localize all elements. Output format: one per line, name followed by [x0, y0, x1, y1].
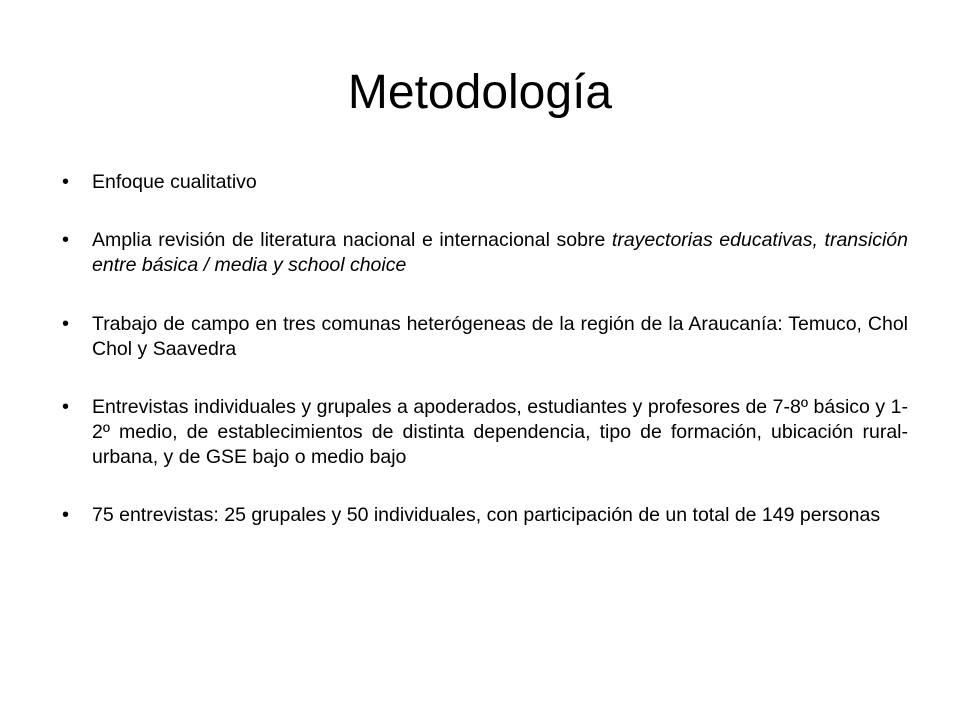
bullet-text: Trabajo de campo en tres comunas heterógeneas de la región de la Araucanía: Temuco, Chol Chol y Saavedra: [92, 313, 908, 360]
bullet-dot-icon: •: [62, 229, 70, 251]
bullet-text: Amplia revisión de literatura nacional e internacional sobre: [92, 229, 612, 251]
bullet-list: [62, 170, 908, 559]
bullet-text: 75 entrevistas: 25 grupales y 50 individuales, con participación de un total de 149 personas: [92, 504, 881, 526]
slide-title: Metodología: [347, 66, 613, 119]
bullet-dot-icon: •: [62, 504, 70, 526]
bullet-item-enfoque: [62, 170, 908, 195]
bullet-item-entrevistas: [62, 395, 908, 470]
bullet-item-trabajo-campo: [62, 312, 908, 362]
bullet-text: Enfoque cualitativo: [92, 171, 257, 193]
bullet-dot-icon: •: [62, 313, 70, 335]
bullet-dot-icon: •: [62, 396, 70, 418]
bullet-dot-icon: •: [62, 171, 70, 193]
bullet-item-revision: [62, 228, 908, 278]
bullet-text: Entrevistas individuales y grupales a apoderados, estudiantes y profesores de 7-8º básico y 1-2º medio, de establecimientos de distinta dependencia, tipo de formación, ubicación rural-urbana, y de GSE bajo o medio bajo: [92, 396, 908, 468]
bullet-text-italic: trayectorias educativas, transición entre básica / media y school choice: [92, 229, 908, 276]
bullet-item-total-entrevistas: [62, 503, 908, 528]
